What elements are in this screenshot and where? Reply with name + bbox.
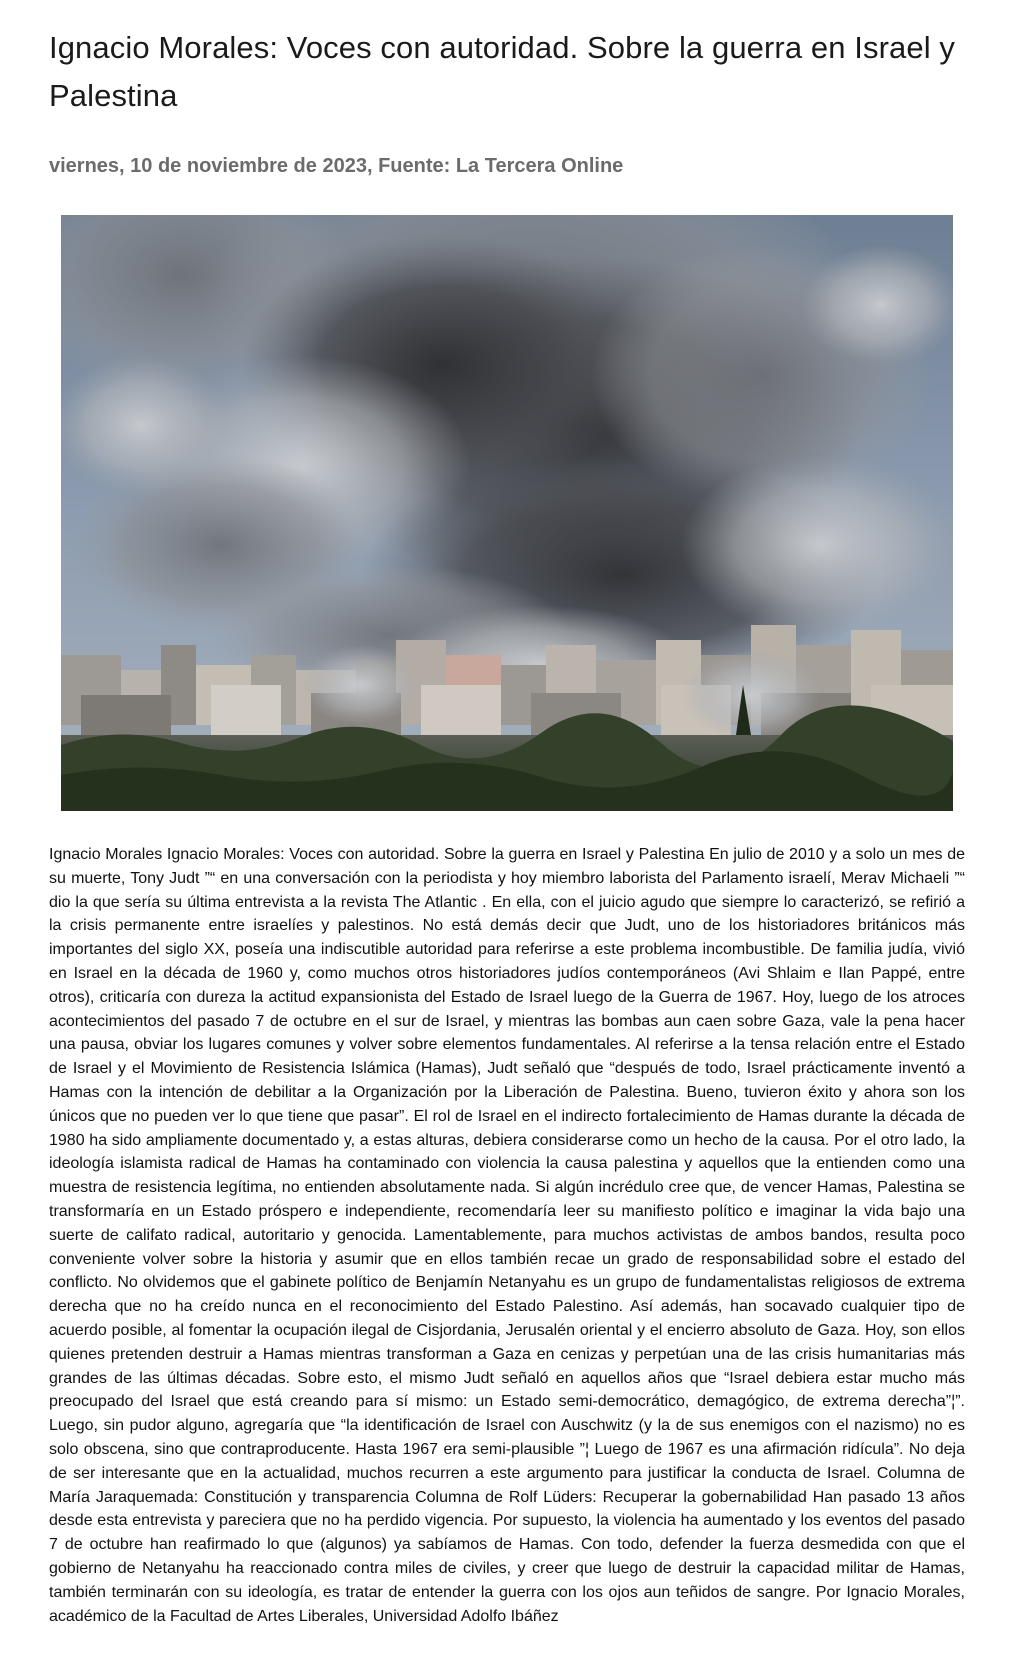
- article-hero-image: [61, 215, 953, 811]
- smoke-over-city-photo: [61, 215, 953, 811]
- article-date-source: viernes, 10 de noviembre de 2023, Fuente: La Tercera Online: [49, 155, 624, 177]
- article-title: Ignacio Morales: Voces con autoridad. Sobre la guerra en Israel y Palestina: [49, 30, 956, 113]
- article-body: Ignacio Morales Ignacio Morales: Voces con autoridad. Sobre la guerra en Israel y Palestina En julio de 2010 y a solo un mes de su muerte, Tony Judt ”“ en una conversación con la periodista y hoy miembro laborista del Parlamento israelí, Merav Michaeli ”“ dio la que sería su última entrevista a la revista The Atlantic . En ella, con el juicio agudo que siempre lo caracterizó, se refirió a la crisis permanente entre israelíes y palestinos. No está demás decir que Judt, uno de los historiadores británicos más importantes del siglo XX, poseía una indiscutible autoridad para referirse a este problema incombustible. De familia judía, vivió en Israel en la década de 1960 y, como muchos otros historiadores judíos contemporáneos (Avi Shlaim e Ilan Pappé, entre otros), criticaría con dureza la actitud expansionista del Estado de Israel luego de la Guerra de 1967. Hoy, luego de los atroces acontecimientos del pasado 7 de octubre en el sur de Israel, y mientras las bombas aun caen sobre Gaza, vale la pena hacer una pausa, obviar los lugares comunes y volver sobre elementos fundamentales. Al referirse a la tensa relación entre el Estado de Israel y el Movimiento de Resistencia Islámica (Hamas), Judt señaló que “después de todo, Israel prácticamente inventó a Hamas con la intención de debilitar a la Organización por la Liberación de Palestina. Bueno, tuvieron éxito y ahora son los únicos que no pueden ver lo que tiene que pasar”. El rol de Israel en el indirecto fortalecimiento de Hamas durante la década de 1980 ha sido ampliamente documentado y, a estas alturas, debiera considerarse como un hecho de la causa. Por el otro lado, la ideología islamista radical de Hamas ha contaminado con violencia la causa palestina y aquellos que la entienden como una muestra de resistencia legítima, no entienden absolutamente nada. Si algún incrédulo cree que, de vencer Hamas, Palestina se transformaría en un Estado próspero e independiente, recomendaría leer su manifiesto político e imaginar la vida bajo una suerte de califato radical, autoritario y genocida. Lamentablemente, para muchos activistas de ambos bandos, resulta poco conveniente volver sobre la historia y asumir que en ellos también recae un grado de responsabilidad sobre el estado del conflicto. No olvidemos que el gabinete político de Benjamín Netanyahu es un grupo de fundamentalistas religiosos de extrema derecha que no ha creído nunca en el reconocimiento del Estado Palestino. Así además, han socavado cualquier tipo de acuerdo posible, al fomentar la ocupación ilegal de Cisjordania, Jerusalén oriental y el encierro absoluto de Gaza. Hoy, son ellos quienes pretenden destruir a Hamas mientras transforman a Gaza en cenizas y perpetúan una de las crisis humanitarias más grandes de las últimas décadas. Sobre esto, el mismo Judt señaló en aquellos años que “Israel debiera estar mucho más preocupado del Israel que está creando para sí mismo: un Estado semi-democrático, demagógico, de extrema derecha”¦”. Luego, sin pudor alguno, agregaría que “la identificación de Israel con Auschwitz (y la de sus enemigos con el nazismo) no es solo obscena, sino que contraproducente. Hasta 1967 era semi-plausible ”¦ Luego de 1967 es una afirmación ridícula”. No deja de ser interesante que en la actualidad, muchos recurren a este argumento para justificar la conducta de Israel. Columna de María Jaraquemada: Constitución y transparencia Columna de Rolf Lüders: Recuperar la gobernabilidad Han pasado 13 años desde esta entrevista y pareciera que no ha perdido vigencia. Por supuesto, la violencia ha aumentado y los eventos del pasado 7 de octubre han reafirmado lo que (algunos) ya sabíamos de Hamas. Con todo, defender la fuerza desmedida con que el gobierno de Netanyahu ha reaccionado contra miles de civiles, y creer que luego de destruir la capacidad militar de Hamas, también terminarán con su ideología, es tratar de entender la guerra con los ojos aun teñidos de sangre. Por Ignacio Morales, académico de la Facultad de Artes Liberales, Universidad Adolfo Ibáñez: [49, 846, 965, 1625]
- article: [49, 0, 965, 1628]
